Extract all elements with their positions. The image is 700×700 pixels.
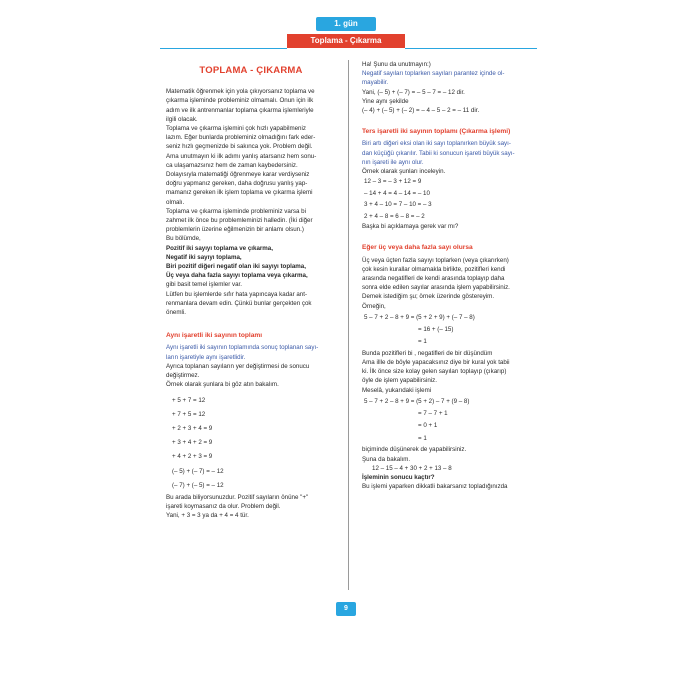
header-rule-right: [405, 48, 537, 49]
text-line: ki. İlk önce size kolay gelen sayıları toplayıp (çıkarıp): [362, 368, 507, 376]
right-column: [362, 60, 534, 491]
topic-item: Pozitif iki sayıyı toplama ve çıkarma,: [166, 244, 273, 252]
text-line: biçiminde düşünerek de yapabilirsiniz.: [362, 446, 467, 454]
text-line: Örnek olarak şunları inceleyin.: [362, 168, 446, 176]
rule-text: nın işareti ile aynı olur.: [362, 158, 424, 166]
equation: + 5 + 7 = 12: [172, 396, 206, 404]
equation: 3 + 4 – 10 = 7 – 10 = – 3: [364, 201, 432, 209]
text-line: Ama unutmayın ki ilk adımı yanlış atarsanız hem sonu-: [166, 152, 317, 160]
text-line: Bu işlemi yaparken dikkatli bakarsanız topladığınızda: [362, 483, 508, 491]
equation: – 14 + 4 = 4 – 14 = – 10: [364, 189, 430, 197]
text-line: sonra elde edilen sayılar arasında işlem yapabilirsiniz.: [362, 284, 510, 292]
equation: 5 – 7 + 2 – 8 + 9 = (5 + 2 + 9) + (– 7 – 8): [364, 313, 475, 321]
text-line: problemlerin üzerine eğilmenizin bir anlamı olsun.): [166, 226, 304, 234]
equation-continuation: = 16 + (– 15): [418, 325, 454, 333]
section-heading: Ters işaretli iki sayının toplamı (Çıkarma işlemi): [362, 128, 511, 136]
question-text: İşleminin sonucu kaçtır?: [362, 473, 435, 481]
rule-text: Aynı işaretli iki sayının toplamında sonuç toplanan sayı-: [166, 344, 319, 352]
text-line: Ha! Şunu da unutmayın:): [362, 61, 431, 68]
equation: (– 7) + (– 5) = – 12: [172, 481, 224, 489]
text-line: Toplama ve çıkarma işlemini çok hızlı yapabilmeniz: [166, 125, 306, 133]
text-line: Üç veya üçten fazla sayıyı toplarken (veya çıkarırken): [362, 256, 509, 264]
equation-continuation: = 0 + 1: [418, 422, 438, 430]
topic-item: Biri pozitif diğeri negatif olan iki sayıyı toplama,: [166, 263, 306, 271]
section-title-bar: Toplama - Çıkarma: [287, 34, 405, 48]
text-line: Örneğin,: [362, 302, 386, 310]
text-line: Yine aynı şekilde: [362, 97, 409, 105]
text-line: Şuna da bakalım.: [362, 455, 411, 463]
text-line: Bunda pozitifleri bi , negatifleri de bir düşündüm: [362, 349, 493, 357]
text-line: (– 4) + (– 5) + (– 2) = – 4 – 5 – 2 = – 11 dir.: [362, 107, 480, 115]
text-line: olmalı.: [166, 198, 185, 206]
text-line: değiştirmez.: [166, 372, 200, 380]
text-line: doğru yapmanız gereken, daha doğrusu yanlış yap-: [166, 180, 308, 188]
text-line: seniz hızlı geçmenizde bi sakınca yok. Problem değil.: [166, 143, 313, 151]
text-line: Ayrıca toplanan sayıların yer değiştirmesi de sonucu: [166, 362, 310, 370]
rule-text: dan küçüğü çıkarılır. Tabii ki sonucun işareti büyük sayı-: [362, 149, 515, 157]
rule-text: Negatif sayıları toplarken sayıları parantez içinde ol-: [362, 70, 505, 78]
header-rule-left: [160, 48, 287, 49]
equation-continuation: = 1: [418, 434, 427, 442]
text-line: Matematik öğrenmek için yola çıkıyorsanız toplama ve: [166, 88, 315, 96]
text-line: Yani, + 3 = 3 ya da + 4 = 4 tür.: [166, 512, 249, 520]
text-line: Meselâ, yukarıdaki işlemi: [362, 386, 432, 394]
equation: 5 – 7 + 2 – 8 + 9 = (5 + 2) – 7 + (9 – 8): [364, 397, 470, 405]
text-line: Bu arada biliyorsunuzdur. Pozitif sayıların önüne "+": [166, 493, 309, 501]
rule-text: Biri artı diğeri eksi olan iki sayı toplanırken büyük sayı-: [362, 140, 511, 148]
topic-item: Üç veya daha fazla sayıyı toplama veya çıkarma,: [166, 272, 308, 280]
text-line: çok kesin kurallar olmamakla birlikte, pozitifleri kendi: [362, 265, 506, 273]
page-number: 9: [336, 602, 356, 616]
text-line: Toplama ve çıkarma işleminde probleminiz varsa bi: [166, 207, 306, 215]
text-line: önemli.: [166, 309, 186, 317]
text-line: Bu bölümde,: [166, 235, 201, 243]
text-line: zahmet ilk önce bu problemleminizi halledin. (İki diğer: [166, 217, 313, 225]
equation: + 7 + 5 = 12: [172, 410, 206, 418]
text-line: Dolayısıyla matematiği öğrenmeye karar verdiyseniz: [166, 171, 310, 179]
text-line: gibi basit temel işlemler var.: [166, 281, 242, 289]
text-line: lazım. Eğer bunlarda probleminiz olmadığını fark eder-: [166, 134, 316, 142]
text-line: çıkarma işleminde probleminiz olmamalı. Onun için ilk: [166, 97, 314, 105]
text-line: Örnek olarak şunlara bi göz atın bakalım.: [166, 381, 279, 389]
topic-list: [166, 244, 336, 281]
equation-continuation: = 1: [418, 338, 427, 346]
equation: 12 – 15 – 4 + 30 + 2 + 13 – 8: [372, 464, 452, 472]
text-line: arasında negatifleri de kendi arasında toplayıp daha: [362, 275, 505, 283]
page-title: TOPLAMA - ÇIKARMA: [199, 65, 303, 76]
rule-text: mayabilir.: [362, 79, 389, 87]
text-line: Lütfen bu işlemlerde sıfır hata yapıncaya kadar ant-: [166, 290, 308, 298]
equation: 12 – 3 = – 3 + 12 = 9: [364, 178, 422, 186]
equation: + 2 + 3 + 4 = 9: [172, 424, 213, 432]
column-separator: [348, 60, 349, 590]
text-line: işareti koymasanız da olur. Problem değil.: [166, 503, 281, 511]
section-heading: Aynı işaretli iki sayının toplamı: [166, 332, 263, 340]
text-line: adım ve ilk antrenmanlar toplama çıkarma işlemleriyle: [166, 106, 314, 114]
equation-continuation: = 7 – 7 + 1: [418, 409, 448, 417]
equation: + 3 + 4 + 2 = 9: [172, 439, 213, 447]
day-label: 1. gün: [316, 17, 376, 31]
equation: + 4 + 2 + 3 = 9: [172, 453, 213, 461]
left-column: [166, 60, 336, 521]
text-line: renmanlara devam edin. Çünkü bunlar gerçekten çok: [166, 299, 312, 307]
section-heading: Eğer üç veya daha fazla sayı olursa: [362, 244, 473, 252]
text-line: Yani, (– 5) + (– 7) = – 5 – 7 = – 12 dir.: [362, 88, 465, 96]
text-line: Başka bi açıklamaya gerek var mı?: [362, 223, 459, 231]
equation: (– 5) + (– 7) = – 12: [172, 467, 224, 475]
text-line: öyle de işlem yapabilirsiniz.: [362, 377, 437, 385]
equation: 2 + 4 – 8 = 6 – 8 = – 2: [364, 212, 425, 220]
text-line: ilgili olacak.: [166, 115, 198, 123]
text-line: Ama illle de böyle yapacaksınız diye bir kural yok tabii: [362, 359, 510, 367]
text-line: Demek istediğim şu; örnek üzerinde göstereyim.: [362, 293, 495, 301]
text-line: mamanız gereken ilk işlem toplama ve çıkarma işlemi: [166, 189, 313, 197]
intro-text: [166, 87, 336, 243]
rule-text: ların işaretiyle aynı işaretlidir.: [166, 353, 246, 361]
text-line: ca ulaşamazsınız hem de zaman kaybedersiniz.: [166, 161, 298, 169]
topic-item: Negatif iki sayıyı toplama,: [166, 253, 242, 261]
